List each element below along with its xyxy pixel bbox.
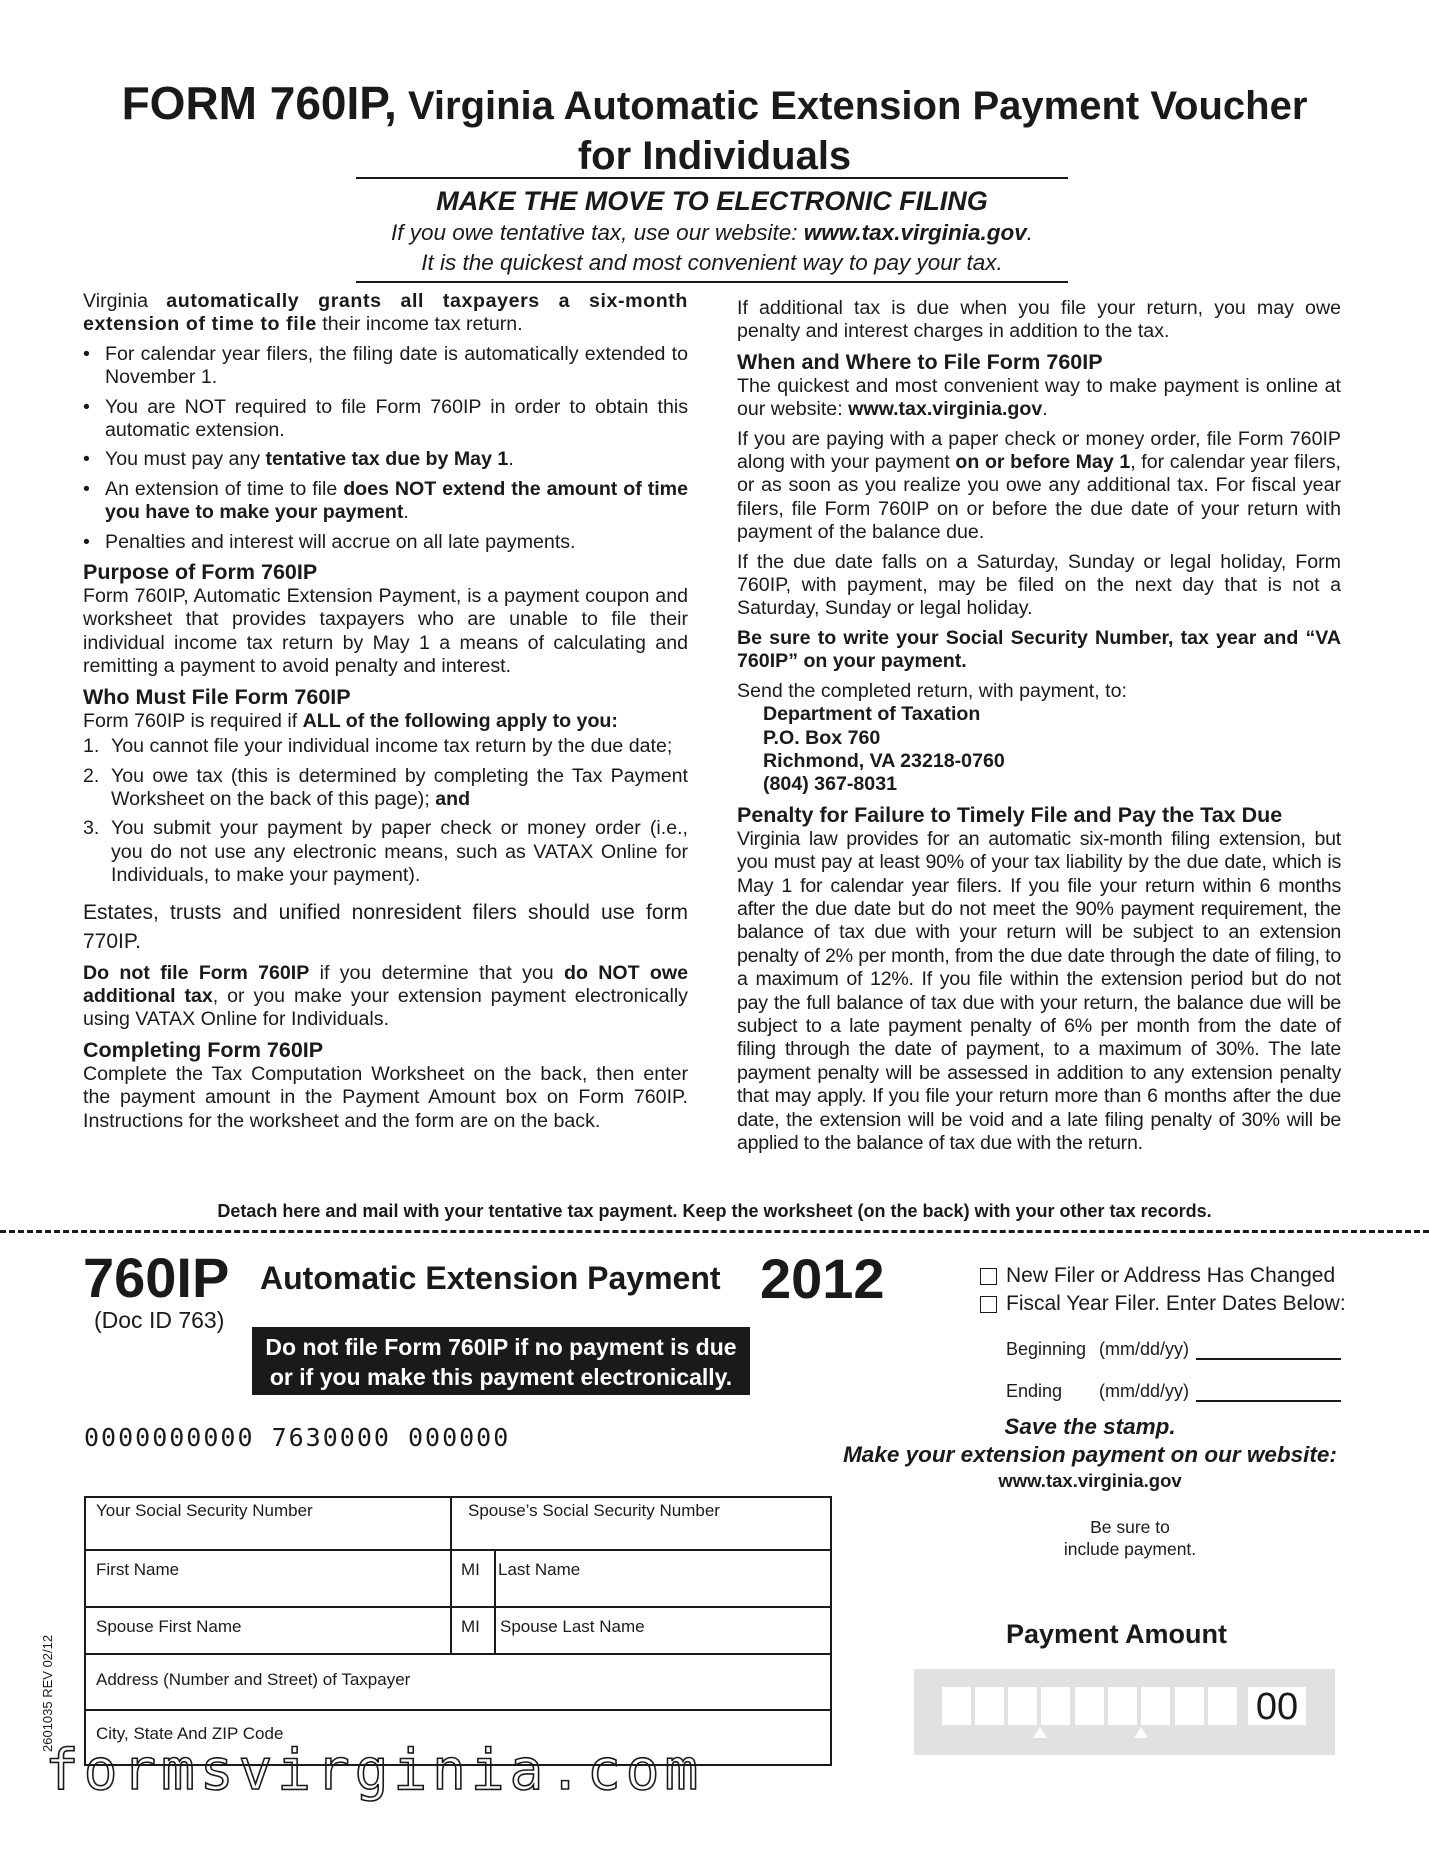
- ending-label: Ending: [1006, 1381, 1063, 1401]
- ssn-field[interactable]: Your Social Security Number: [96, 1501, 313, 1520]
- efile-heading: MAKE THE MOVE TO ELECTRONIC FILING: [436, 186, 988, 216]
- address-field[interactable]: Address (Number and Street) of Taxpayer: [96, 1670, 411, 1689]
- list-item: • You are NOT required to file Form 760IP in order to obtain this automatic extension.: [83, 395, 688, 442]
- additional-tax-note: If additional tax is due when you file your return, you may owe penalty and interest charges in addition to the tax.: [737, 297, 1341, 343]
- penalty-text: Virginia law provides for an automatic six-month filing extension, but you must pay at least 90% of your tax liability by the due date, which is May 1 for calendar year filers. If you file your return within 6 months after the due date but do not meet the 90% payment requirement, the balance of tax due with your return will be subject to an extension penalty of 2% per month, from the due date through the date of filing, to a maximum of 12%. If you file within the extension period but do not pay the full balance of tax due with your return, the balance due will be subject to a late payment penalty of 6% per month from the date of filing through the date of payment, to a maximum of 30%. The late payment penalty will be assessed in addition to any extension penalty that may apply. If you file your return more than 6 months after the due date, the extension will be void and a late filing penalty of 30% will be applied to the balance of tax due with the return.: [737, 827, 1341, 1154]
- fiscal-year-checkbox[interactable]: [980, 1296, 997, 1313]
- who-intro: Form 760IP is required if ALL of the following apply to you:: [83, 709, 618, 732]
- payment-amount-field[interactable]: [914, 1669, 1335, 1755]
- estates-note: Estates, trusts and unified nonresident filers should use form 770IP.: [83, 900, 688, 953]
- holiday-text: If the due date falls on a Saturday, Sunday or legal holiday, Form 760IP, with payment, may be filed on the next day that is not a Saturday, Sunday or legal holiday.: [737, 550, 1341, 620]
- include-payment-note: Be sure to include payment.: [1063, 1517, 1197, 1559]
- mailing-address: Department of Taxation P.O. Box 760 Richmond, VA 23218-0760 (804) 367-8031: [763, 703, 1005, 796]
- purpose-text: Form 760IP, Automatic Extension Payment, is a payment coupon and worksheet that provides taxpayers who are unable to file their individual income tax return by May 1 a means of calculating and remitting a payment to avoid penalty and interest.: [83, 585, 688, 678]
- voucher-form-number: 760IP: [83, 1246, 230, 1309]
- list-item: • An extension of time to file does NOT extend the amount of time you have to make your payment.: [83, 477, 688, 524]
- list-item: 3. You submit your payment by paper check or money order (i.e., you do not use any electronic means, such as VATAX Online for Individuals, to make your payment).: [83, 817, 688, 887]
- list-item: • You must pay any tentative tax due by May 1.: [83, 448, 514, 471]
- beginning-format: (mm/dd/yy): [1099, 1339, 1189, 1359]
- title-rule-bottom: [356, 281, 1068, 283]
- website-link[interactable]: www.tax.virginia.gov: [803, 220, 1027, 245]
- paper-payment-text: If you are paying with a paper check or money order, file Form 760IP along with your payment on or before May 1, for calendar year filers, or as soon as you realize you owe any additional tax. For fiscal year filers, file Form 760IP on or before the due date of your return with payment of the balance due.: [737, 427, 1341, 544]
- do-not-file-note: Do not file Form 760IP if you determine that you do NOT owe additional tax, or you make your extension payment electronically using VATAX Online for Individuals.: [83, 961, 689, 1031]
- city-state-zip-field[interactable]: City, State And ZIP Code: [96, 1724, 284, 1743]
- warning-box: Do not file Form 760IP if no payment is due or if you make this payment electronically.: [252, 1327, 750, 1395]
- ending-date-field[interactable]: [1196, 1400, 1341, 1402]
- form-revision-code: 2601035 REV 02/12: [40, 1634, 55, 1752]
- new-filer-checkbox[interactable]: [980, 1268, 997, 1285]
- extension-bullets: [83, 343, 688, 554]
- payment-amount-label: Payment Amount: [1006, 1619, 1228, 1649]
- new-filer-label: New Filer or Address Has Changed: [1006, 1264, 1336, 1287]
- mi-field[interactable]: MI: [461, 1560, 480, 1579]
- spouse-mi-field[interactable]: MI: [461, 1617, 480, 1636]
- payment-cents: 00: [1248, 1687, 1306, 1725]
- list-item: 2. You owe tax (this is determined by completing the Tax Payment Worksheet on the back of this page); and: [83, 764, 688, 810]
- requirements-list: [83, 735, 688, 887]
- when-heading: When and Where to File Form 760IP: [737, 349, 1103, 374]
- ending-format: (mm/dd/yy): [1099, 1381, 1189, 1401]
- completing-heading: Completing Form 760IP: [83, 1037, 324, 1062]
- penalty-heading: Penalty for Failure to Timely File and Pay the Tax Due: [737, 802, 1283, 827]
- save-stamp-note: Save the stamp. Make your extension payment on our website: www.tax.virginia.gov: [830, 1413, 1350, 1493]
- voucher-title: Automatic Extension Payment: [260, 1260, 721, 1296]
- detach-instruction: Detach here and mail with your tentative tax payment. Keep the worksheet (on the back) with your other tax records.: [217, 1201, 1212, 1221]
- doc-id: (Doc ID 763): [94, 1307, 225, 1333]
- thousands-separator: [1134, 1727, 1148, 1738]
- website-link[interactable]: www.tax.virginia.gov: [998, 1470, 1182, 1491]
- list-item: • Penalties and interest will accrue on all late payments.: [83, 530, 576, 553]
- be-sure-note: Be sure to write your Social Security Number, tax year and “VA 760IP” on your payment.: [737, 626, 1341, 673]
- first-name-field[interactable]: First Name: [96, 1560, 180, 1579]
- fiscal-year-label: Fiscal Year Filer. Enter Dates Below:: [1006, 1292, 1346, 1315]
- beginning-date-field[interactable]: [1196, 1358, 1341, 1360]
- spouse-first-name-field[interactable]: Spouse First Name: [96, 1617, 242, 1636]
- efile-banner: MAKE THE MOVE TO ELECTRONIC FILING If you owe tentative tax, use our website: www.tax.virginia.gov. It is the quickest and most convenient way to pay your tax.: [356, 184, 1068, 278]
- thousands-separator: [1033, 1727, 1047, 1738]
- last-name-field[interactable]: Last Name: [498, 1560, 581, 1579]
- form-title: FORM 760IP, Virginia Automatic Extension Payment Voucher for Individuals: [121, 77, 1308, 178]
- list-item: • For calendar year filers, the filing date is automatically extended to November 1.: [83, 342, 688, 389]
- list-item: 1. You cannot file your individual income tax return by the due date;: [83, 735, 673, 758]
- scan-line: 0000000000 7630000 000000: [84, 1423, 511, 1452]
- when-text: The quickest and most convenient way to make payment is online at our website: www.tax.virginia.gov.: [737, 374, 1341, 421]
- instructions-left-column: [83, 290, 688, 1139]
- who-heading: Who Must File Form 760IP: [83, 684, 351, 709]
- tax-year: 2012: [760, 1247, 885, 1310]
- instructions-right-column: [737, 297, 1341, 1161]
- cut-line: [0, 1230, 1429, 1233]
- taxpayer-info-grid: [84, 1496, 832, 1766]
- beginning-label: Beginning: [1006, 1339, 1087, 1359]
- spouse-ssn-field[interactable]: Spouse’s Social Security Number: [468, 1501, 720, 1520]
- intro-paragraph: Virginia automatically grants all taxpayers a six-month extension of time to file their income tax return.: [83, 290, 688, 336]
- purpose-heading: Purpose of Form 760IP: [83, 560, 318, 585]
- completing-text: Complete the Tax Computation Worksheet on the back, then enter the payment amount in the Payment Amount box on Form 760IP. Instructions for the worksheet and the form are on the back.: [83, 1062, 688, 1132]
- spouse-last-name-field[interactable]: Spouse Last Name: [500, 1617, 645, 1636]
- title-rule-top: [356, 177, 1068, 179]
- watermark: formsvirginia.com: [45, 1738, 704, 1803]
- send-text: Send the completed return, with payment, to:: [737, 679, 1127, 702]
